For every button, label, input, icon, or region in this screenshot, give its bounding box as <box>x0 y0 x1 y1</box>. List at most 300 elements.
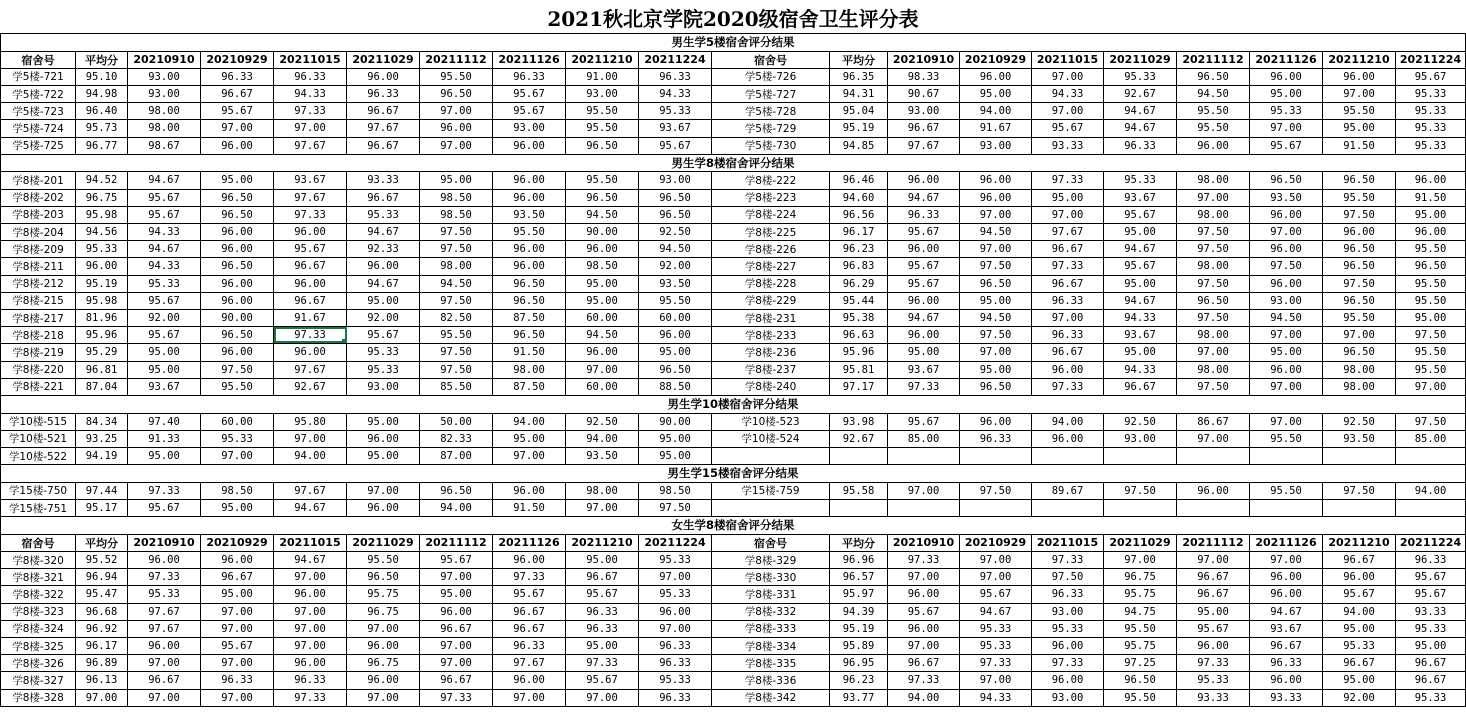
score-cell[interactable]: 96.00 <box>639 604 712 620</box>
score-cell[interactable]: 96.00 <box>888 241 960 257</box>
score-cell[interactable]: 95.67 <box>1396 569 1466 585</box>
score-cell[interactable]: 96.50 <box>1177 69 1250 85</box>
score-cell[interactable]: 93.50 <box>493 207 566 223</box>
score-cell[interactable]: 95.67 <box>960 586 1032 602</box>
score-cell[interactable]: 94.67 <box>128 241 201 257</box>
score-cell[interactable] <box>888 500 960 516</box>
score-cell[interactable]: 93.33 <box>1250 690 1323 706</box>
score-cell[interactable]: 95.50 <box>566 120 639 136</box>
score-cell[interactable]: 92.00 <box>639 258 712 274</box>
score-cell[interactable]: 96.50 <box>639 190 712 206</box>
score-cell[interactable]: 94.67 <box>274 500 347 516</box>
score-cell[interactable]: 97.50 <box>1250 258 1323 274</box>
score-cell[interactable]: 95.50 <box>493 224 566 240</box>
score-cell[interactable]: 93.00 <box>888 103 960 119</box>
score-cell[interactable]: 98.67 <box>128 138 201 154</box>
score-cell[interactable]: 97.00 <box>128 690 201 706</box>
score-cell[interactable]: 90.00 <box>566 224 639 240</box>
score-cell[interactable]: 94.00 <box>888 690 960 706</box>
score-cell[interactable]: 95.50 <box>1104 621 1177 637</box>
room-cell[interactable]: 学5楼-723 <box>0 103 76 119</box>
column-header[interactable]: 20211029 <box>1104 52 1177 68</box>
score-cell[interactable]: 95.33 <box>1396 138 1466 154</box>
score-cell[interactable]: 95.67 <box>566 672 639 688</box>
room-cell[interactable]: 学5楼-730 <box>712 138 830 154</box>
room-cell[interactable]: 学8楼-334 <box>712 638 830 654</box>
score-cell[interactable]: 97.33 <box>1032 172 1104 188</box>
score-cell[interactable]: 93.00 <box>960 138 1032 154</box>
score-cell[interactable]: 96.00 <box>888 621 960 637</box>
score-cell[interactable]: 96.00 <box>420 120 493 136</box>
score-cell[interactable]: 95.00 <box>201 586 274 602</box>
room-cell[interactable]: 学8楼-223 <box>712 190 830 206</box>
score-cell[interactable]: 96.00 <box>493 138 566 154</box>
score-cell[interactable]: 95.67 <box>1104 258 1177 274</box>
average-cell[interactable]: 95.89 <box>830 638 888 654</box>
score-cell[interactable]: 96.00 <box>960 172 1032 188</box>
score-cell[interactable]: 96.33 <box>493 638 566 654</box>
average-cell[interactable]: 96.89 <box>76 655 128 671</box>
score-cell[interactable]: 95.67 <box>1323 586 1396 602</box>
score-cell[interactable]: 97.67 <box>128 604 201 620</box>
score-cell[interactable]: 97.50 <box>420 293 493 309</box>
score-cell[interactable]: 96.00 <box>1396 224 1466 240</box>
score-cell[interactable]: 96.00 <box>201 138 274 154</box>
average-cell[interactable]: 95.81 <box>830 362 888 378</box>
average-cell[interactable]: 95.96 <box>76 327 128 343</box>
score-cell[interactable]: 94.00 <box>960 103 1032 119</box>
score-cell[interactable]: 97.50 <box>1396 327 1466 343</box>
column-header[interactable]: 宿舍号 <box>0 52 76 68</box>
average-cell[interactable]: 95.38 <box>830 310 888 326</box>
average-cell[interactable]: 87.04 <box>76 379 128 395</box>
column-header[interactable]: 20211210 <box>566 535 639 551</box>
average-cell[interactable]: 95.17 <box>76 500 128 516</box>
score-cell[interactable]: 95.50 <box>1250 483 1323 499</box>
average-cell[interactable]: 93.25 <box>76 431 128 447</box>
score-cell[interactable]: 87.00 <box>420 448 493 464</box>
score-cell[interactable]: 96.00 <box>1177 638 1250 654</box>
room-cell[interactable]: 学8楼-228 <box>712 276 830 292</box>
average-cell[interactable] <box>830 448 888 464</box>
score-cell[interactable]: 97.67 <box>493 655 566 671</box>
score-cell[interactable]: 95.50 <box>1396 276 1466 292</box>
score-cell[interactable]: 96.00 <box>1250 276 1323 292</box>
average-cell[interactable]: 96.92 <box>76 621 128 637</box>
column-header[interactable]: 20211029 <box>1104 535 1177 551</box>
score-cell[interactable]: 92.67 <box>1104 86 1177 102</box>
score-cell[interactable]: 96.00 <box>1323 569 1396 585</box>
average-cell[interactable]: 95.73 <box>76 120 128 136</box>
score-cell[interactable]: 92.00 <box>347 310 420 326</box>
score-cell[interactable]: 96.50 <box>201 258 274 274</box>
score-cell[interactable]: 94.67 <box>888 310 960 326</box>
room-cell[interactable]: 学8楼-218 <box>0 327 76 343</box>
score-cell[interactable]: 95.50 <box>566 172 639 188</box>
score-cell[interactable]: 95.50 <box>1396 344 1466 360</box>
score-cell[interactable]: 88.50 <box>639 379 712 395</box>
score-cell[interactable]: 96.00 <box>1177 483 1250 499</box>
room-cell[interactable] <box>712 448 830 464</box>
score-cell[interactable]: 96.67 <box>1104 379 1177 395</box>
average-cell[interactable]: 94.60 <box>830 190 888 206</box>
score-cell[interactable]: 96.00 <box>201 241 274 257</box>
score-cell[interactable]: 94.67 <box>888 190 960 206</box>
score-cell[interactable]: 97.00 <box>201 448 274 464</box>
score-cell[interactable]: 95.50 <box>566 103 639 119</box>
score-cell[interactable]: 98.00 <box>128 120 201 136</box>
score-cell[interactable]: 93.00 <box>128 86 201 102</box>
score-cell[interactable]: 97.50 <box>420 241 493 257</box>
score-cell[interactable]: 96.00 <box>274 586 347 602</box>
score-cell[interactable]: 85.00 <box>1396 431 1466 447</box>
score-cell[interactable]: 96.67 <box>1396 655 1466 671</box>
room-cell[interactable]: 学8楼-212 <box>0 276 76 292</box>
score-cell[interactable]: 92.50 <box>566 414 639 430</box>
room-cell[interactable]: 学8楼-324 <box>0 621 76 637</box>
score-cell[interactable]: 95.33 <box>1032 621 1104 637</box>
score-cell[interactable]: 93.00 <box>1032 690 1104 706</box>
score-cell[interactable]: 96.75 <box>347 655 420 671</box>
room-cell[interactable]: 学8楼-332 <box>712 604 830 620</box>
score-cell[interactable]: 98.00 <box>420 258 493 274</box>
score-cell[interactable]: 96.00 <box>493 552 566 568</box>
score-cell[interactable]: 95.50 <box>201 379 274 395</box>
score-cell[interactable]: 95.67 <box>128 327 201 343</box>
score-cell[interactable]: 95.50 <box>1396 241 1466 257</box>
score-cell[interactable]: 95.67 <box>128 293 201 309</box>
room-cell[interactable]: 学10楼-521 <box>0 431 76 447</box>
score-cell[interactable]: 96.50 <box>1323 344 1396 360</box>
score-cell[interactable]: 97.50 <box>1177 241 1250 257</box>
column-header[interactable]: 20211126 <box>1250 535 1323 551</box>
score-cell[interactable]: 97.00 <box>201 655 274 671</box>
score-cell[interactable]: 97.00 <box>1032 207 1104 223</box>
room-cell[interactable]: 学8楼-227 <box>712 258 830 274</box>
score-cell[interactable]: 96.67 <box>493 621 566 637</box>
score-cell[interactable]: 95.67 <box>128 500 201 516</box>
score-cell[interactable]: 96.50 <box>201 327 274 343</box>
room-cell[interactable]: 学8楼-325 <box>0 638 76 654</box>
room-cell[interactable]: 学8楼-330 <box>712 569 830 585</box>
score-cell[interactable]: 95.00 <box>128 448 201 464</box>
score-cell[interactable]: 95.67 <box>566 586 639 602</box>
score-cell[interactable]: 96.00 <box>1250 241 1323 257</box>
score-cell[interactable]: 97.33 <box>888 552 960 568</box>
score-cell[interactable]: 98.50 <box>420 190 493 206</box>
score-cell[interactable]: 95.00 <box>1104 224 1177 240</box>
score-cell[interactable]: 95.00 <box>1323 621 1396 637</box>
score-cell[interactable]: 96.00 <box>639 327 712 343</box>
score-cell[interactable]: 96.00 <box>493 241 566 257</box>
column-header[interactable]: 20211126 <box>493 52 566 68</box>
score-cell[interactable]: 95.50 <box>639 293 712 309</box>
score-cell[interactable]: 95.50 <box>420 69 493 85</box>
score-cell[interactable]: 93.67 <box>888 362 960 378</box>
score-cell[interactable]: 97.33 <box>1032 655 1104 671</box>
room-cell[interactable]: 学8楼-336 <box>712 672 830 688</box>
average-cell[interactable]: 96.23 <box>830 672 888 688</box>
room-cell[interactable]: 学5楼-722 <box>0 86 76 102</box>
average-cell[interactable]: 95.96 <box>830 344 888 360</box>
score-cell[interactable]: 91.33 <box>128 431 201 447</box>
score-cell[interactable] <box>1177 500 1250 516</box>
score-cell[interactable]: 97.00 <box>1177 431 1250 447</box>
score-cell[interactable] <box>960 500 1032 516</box>
score-cell[interactable]: 97.50 <box>1177 310 1250 326</box>
score-cell[interactable]: 95.50 <box>1323 310 1396 326</box>
score-cell[interactable]: 94.50 <box>1177 86 1250 102</box>
room-cell[interactable]: 学8楼-326 <box>0 655 76 671</box>
room-cell[interactable]: 学8楼-335 <box>712 655 830 671</box>
score-cell[interactable]: 96.67 <box>1177 569 1250 585</box>
score-cell[interactable]: 96.50 <box>1104 672 1177 688</box>
column-header[interactable]: 20211029 <box>347 52 420 68</box>
score-cell[interactable]: 95.00 <box>960 86 1032 102</box>
score-cell[interactable]: 96.50 <box>566 138 639 154</box>
score-cell[interactable]: 95.50 <box>347 552 420 568</box>
score-cell[interactable]: 96.67 <box>1323 655 1396 671</box>
column-header[interactable]: 20211126 <box>493 535 566 551</box>
average-cell[interactable]: 95.47 <box>76 586 128 602</box>
score-cell[interactable]: 96.00 <box>1032 672 1104 688</box>
score-cell[interactable]: 96.67 <box>1323 552 1396 568</box>
column-header[interactable]: 20211210 <box>1323 535 1396 551</box>
score-cell[interactable]: 97.00 <box>566 500 639 516</box>
score-cell[interactable]: 97.33 <box>1032 552 1104 568</box>
score-cell[interactable]: 97.00 <box>1250 327 1323 343</box>
score-cell[interactable]: 96.00 <box>1032 638 1104 654</box>
score-cell[interactable]: 94.67 <box>960 604 1032 620</box>
average-cell[interactable]: 96.40 <box>76 103 128 119</box>
average-cell[interactable]: 96.94 <box>76 569 128 585</box>
average-cell[interactable]: 96.56 <box>830 207 888 223</box>
score-cell[interactable]: 95.50 <box>1396 362 1466 378</box>
column-header[interactable]: 平均分 <box>76 52 128 68</box>
room-cell[interactable]: 学5楼-726 <box>712 69 830 85</box>
score-cell[interactable]: 97.00 <box>493 448 566 464</box>
average-cell[interactable]: 95.19 <box>76 276 128 292</box>
score-cell[interactable]: 95.67 <box>128 190 201 206</box>
score-cell[interactable]: 97.33 <box>420 690 493 706</box>
score-cell[interactable]: 98.50 <box>566 258 639 274</box>
average-cell[interactable]: 95.19 <box>830 621 888 637</box>
score-cell[interactable]: 95.33 <box>1396 621 1466 637</box>
room-cell[interactable]: 学10楼-522 <box>0 448 76 464</box>
column-header[interactable]: 20211224 <box>1396 52 1466 68</box>
score-cell[interactable]: 97.67 <box>1032 224 1104 240</box>
score-cell[interactable]: 96.67 <box>420 672 493 688</box>
score-cell[interactable]: 95.00 <box>128 344 201 360</box>
score-cell[interactable]: 96.00 <box>201 344 274 360</box>
score-cell[interactable]: 97.00 <box>1396 379 1466 395</box>
score-cell[interactable]: 50.00 <box>420 414 493 430</box>
room-cell[interactable]: 学8楼-237 <box>712 362 830 378</box>
score-cell[interactable]: 96.67 <box>888 120 960 136</box>
average-cell[interactable]: 97.44 <box>76 483 128 499</box>
average-cell[interactable]: 96.95 <box>830 655 888 671</box>
score-cell[interactable]: 96.33 <box>639 690 712 706</box>
score-cell[interactable]: 97.00 <box>201 690 274 706</box>
score-cell[interactable]: 97.00 <box>566 362 639 378</box>
score-cell[interactable]: 93.67 <box>128 379 201 395</box>
section-title[interactable]: 男生学10楼宿舍评分结果 <box>0 396 1466 413</box>
score-cell[interactable]: 98.00 <box>1177 327 1250 343</box>
score-cell[interactable]: 96.00 <box>201 293 274 309</box>
room-cell[interactable] <box>712 500 830 516</box>
score-cell[interactable]: 95.00 <box>1396 207 1466 223</box>
score-cell[interactable]: 96.00 <box>888 586 960 602</box>
score-cell[interactable]: 98.50 <box>201 483 274 499</box>
score-cell[interactable]: 97.50 <box>960 258 1032 274</box>
score-cell[interactable]: 97.00 <box>888 483 960 499</box>
score-cell[interactable]: 96.33 <box>493 69 566 85</box>
score-cell[interactable]: 96.67 <box>274 258 347 274</box>
room-cell[interactable]: 学8楼-204 <box>0 224 76 240</box>
score-cell[interactable]: 89.67 <box>1032 483 1104 499</box>
score-cell[interactable]: 96.33 <box>1032 327 1104 343</box>
score-cell[interactable]: 95.00 <box>639 344 712 360</box>
score-cell[interactable]: 97.00 <box>1250 224 1323 240</box>
score-cell[interactable]: 94.50 <box>1250 310 1323 326</box>
score-cell[interactable]: 97.00 <box>1250 120 1323 136</box>
average-cell[interactable]: 94.98 <box>76 86 128 102</box>
score-cell[interactable]: 95.00 <box>566 276 639 292</box>
score-cell[interactable]: 96.00 <box>128 552 201 568</box>
score-cell[interactable]: 96.00 <box>1323 224 1396 240</box>
score-cell[interactable]: 96.33 <box>1032 293 1104 309</box>
score-cell[interactable]: 95.00 <box>566 293 639 309</box>
score-cell[interactable]: 95.33 <box>960 621 1032 637</box>
score-cell[interactable]: 96.67 <box>347 103 420 119</box>
score-cell[interactable]: 97.00 <box>128 655 201 671</box>
score-cell[interactable]: 96.67 <box>128 672 201 688</box>
score-cell[interactable] <box>1032 448 1104 464</box>
score-cell[interactable]: 93.33 <box>1396 604 1466 620</box>
score-cell[interactable]: 97.00 <box>420 138 493 154</box>
score-cell[interactable]: 95.67 <box>888 258 960 274</box>
score-cell[interactable] <box>888 448 960 464</box>
average-cell[interactable]: 95.58 <box>830 483 888 499</box>
score-cell[interactable]: 96.00 <box>1396 172 1466 188</box>
score-cell[interactable]: 94.50 <box>960 224 1032 240</box>
score-cell[interactable]: 94.50 <box>639 241 712 257</box>
score-cell[interactable]: 98.00 <box>1177 362 1250 378</box>
score-cell[interactable]: 95.67 <box>128 207 201 223</box>
score-cell[interactable] <box>1032 500 1104 516</box>
score-cell[interactable]: 97.33 <box>888 379 960 395</box>
score-cell[interactable]: 95.33 <box>1177 672 1250 688</box>
score-cell[interactable]: 97.67 <box>888 138 960 154</box>
score-cell[interactable]: 96.67 <box>420 621 493 637</box>
room-cell[interactable]: 学8楼-209 <box>0 241 76 257</box>
score-cell[interactable]: 96.33 <box>639 655 712 671</box>
score-cell[interactable]: 94.33 <box>1104 310 1177 326</box>
score-cell[interactable]: 96.67 <box>347 138 420 154</box>
score-cell[interactable]: 96.67 <box>1250 638 1323 654</box>
score-cell[interactable]: 95.50 <box>420 327 493 343</box>
score-cell[interactable]: 95.80 <box>274 414 347 430</box>
score-cell[interactable]: 96.00 <box>888 172 960 188</box>
score-cell[interactable] <box>1104 448 1177 464</box>
room-cell[interactable]: 学15楼-751 <box>0 500 76 516</box>
score-cell[interactable]: 96.00 <box>420 604 493 620</box>
score-cell[interactable]: 97.50 <box>960 327 1032 343</box>
score-cell[interactable]: 97.50 <box>960 483 1032 499</box>
score-cell[interactable]: 95.33 <box>1396 690 1466 706</box>
score-cell[interactable]: 96.50 <box>420 86 493 102</box>
score-cell[interactable]: 60.00 <box>201 414 274 430</box>
score-cell[interactable]: 93.50 <box>1250 190 1323 206</box>
score-cell[interactable]: 96.00 <box>1250 569 1323 585</box>
score-cell[interactable]: 94.00 <box>1323 604 1396 620</box>
score-cell[interactable]: 93.00 <box>493 120 566 136</box>
score-cell[interactable]: 97.50 <box>1177 224 1250 240</box>
score-cell[interactable] <box>1177 448 1250 464</box>
score-cell[interactable]: 95.75 <box>347 586 420 602</box>
score-cell[interactable]: 96.33 <box>1032 586 1104 602</box>
score-cell[interactable]: 95.67 <box>1032 120 1104 136</box>
column-header[interactable]: 20211015 <box>1032 535 1104 551</box>
score-cell[interactable]: 94.33 <box>960 690 1032 706</box>
score-cell[interactable]: 96.00 <box>888 293 960 309</box>
score-cell[interactable]: 95.67 <box>888 604 960 620</box>
score-cell[interactable]: 94.00 <box>566 431 639 447</box>
score-cell[interactable]: 96.50 <box>1323 293 1396 309</box>
score-cell[interactable]: 95.00 <box>566 638 639 654</box>
score-cell[interactable]: 97.50 <box>1323 276 1396 292</box>
score-cell[interactable]: 96.00 <box>274 655 347 671</box>
average-cell[interactable]: 97.00 <box>76 690 128 706</box>
score-cell[interactable]: 97.00 <box>639 569 712 585</box>
score-cell[interactable]: 96.50 <box>566 190 639 206</box>
score-cell[interactable]: 95.50 <box>1250 431 1323 447</box>
room-cell[interactable]: 学8楼-203 <box>0 207 76 223</box>
score-cell[interactable]: 96.50 <box>493 327 566 343</box>
score-cell[interactable]: 97.00 <box>347 621 420 637</box>
score-cell[interactable]: 96.00 <box>274 344 347 360</box>
room-cell[interactable]: 学8楼-323 <box>0 604 76 620</box>
score-cell[interactable]: 95.33 <box>347 344 420 360</box>
score-cell[interactable]: 98.00 <box>1323 379 1396 395</box>
room-cell[interactable]: 学8楼-333 <box>712 621 830 637</box>
score-cell[interactable]: 97.50 <box>1323 483 1396 499</box>
score-cell[interactable]: 97.00 <box>201 621 274 637</box>
score-cell[interactable]: 93.00 <box>347 379 420 395</box>
score-cell[interactable]: 94.67 <box>128 172 201 188</box>
score-cell[interactable]: 95.00 <box>1104 276 1177 292</box>
column-header[interactable]: 20210929 <box>960 535 1032 551</box>
score-cell[interactable]: 96.00 <box>1250 586 1323 602</box>
average-cell[interactable]: 93.77 <box>830 690 888 706</box>
column-header[interactable]: 20210929 <box>201 52 274 68</box>
score-cell[interactable]: 95.75 <box>1104 638 1177 654</box>
score-cell[interactable]: 96.50 <box>1250 172 1323 188</box>
score-cell[interactable]: 95.50 <box>1323 103 1396 119</box>
room-cell[interactable]: 学8楼-342 <box>712 690 830 706</box>
score-cell[interactable]: 82.33 <box>420 431 493 447</box>
average-cell[interactable]: 95.52 <box>76 552 128 568</box>
score-cell[interactable]: 96.67 <box>201 569 274 585</box>
average-cell[interactable]: 96.96 <box>830 552 888 568</box>
column-header[interactable]: 20211112 <box>420 535 493 551</box>
score-cell[interactable]: 95.00 <box>1323 120 1396 136</box>
score-cell[interactable]: 96.67 <box>493 604 566 620</box>
score-cell[interactable]: 98.00 <box>128 103 201 119</box>
score-cell[interactable]: 95.00 <box>1396 310 1466 326</box>
average-cell[interactable]: 94.52 <box>76 172 128 188</box>
score-cell[interactable]: 92.50 <box>1323 414 1396 430</box>
